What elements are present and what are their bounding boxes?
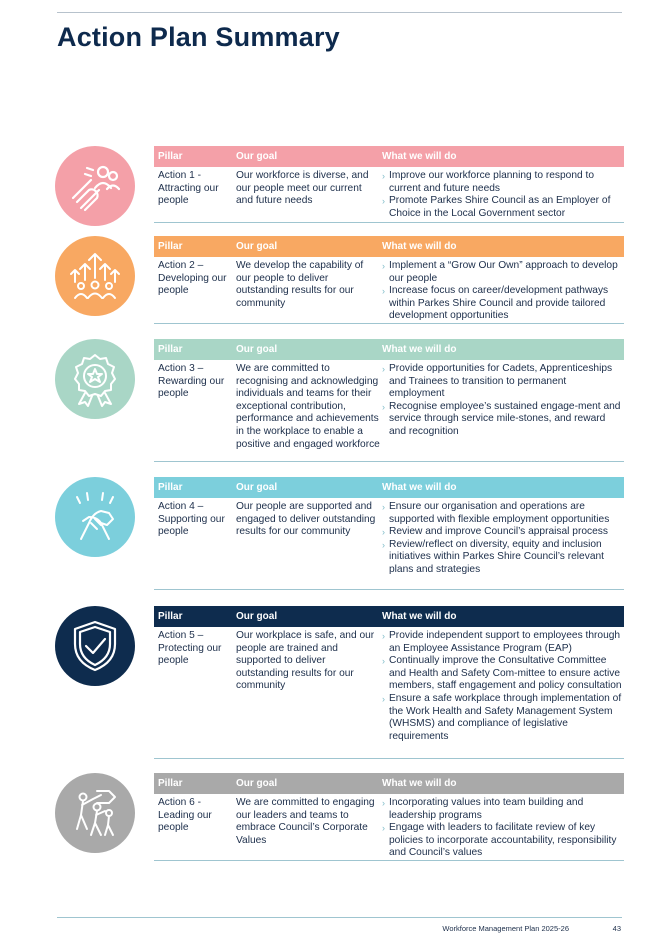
todo-list [382, 260, 624, 323]
list-item: › Promote Parkes Shire Council as an Employer of Choice in the Local Government sector [382, 195, 624, 220]
goal-header: Our goal [236, 482, 278, 493]
shield-check-icon [55, 606, 135, 686]
goal-cell: We are committed to recognising and acknowledging individuals and teams for their exceptional contribution, performance and achievements in the workplace to enable a positive and engaged workforce [236, 363, 380, 450]
list-item: › Improve our workforce planning to respond to current and future needs [382, 170, 624, 195]
top-rule [57, 12, 622, 13]
award-badge-icon [55, 339, 135, 419]
magnet-people-icon [55, 146, 135, 226]
todo-header: What we will do [382, 151, 457, 162]
table-header [154, 606, 624, 627]
goal-cell: Our workforce is diverse, and our people meet our current and future needs [236, 170, 369, 207]
table-row [154, 360, 624, 462]
action-table [154, 339, 624, 462]
pillar-cell: Action 5 – Protecting our people [158, 630, 222, 667]
goal-header: Our goal [236, 344, 278, 355]
todo-header: What we will do [382, 482, 457, 493]
leader-team-icon [55, 773, 135, 853]
todo-list [382, 170, 624, 220]
action-table [154, 773, 624, 861]
pillar-header: Pillar [158, 344, 183, 355]
table-row [154, 794, 624, 861]
list-item: › Continually improve the Consultative Committee and Health and Safety Com-mittee to ensure active members, staff engagement and policy consultation [382, 655, 624, 693]
todo-list [382, 630, 624, 743]
pillar-header: Pillar [158, 482, 183, 493]
pillar-header: Pillar [158, 151, 183, 162]
todo-header: What we will do [382, 241, 457, 252]
table-header [154, 236, 624, 257]
list-item: › Implement a “Grow Our Own” approach to develop our people [382, 260, 624, 285]
handshake-icon [55, 477, 135, 557]
table-row [154, 167, 624, 223]
list-item: › Engage with leaders to facilitate review of key policies to incorporate accountability, responsibility and Council’s values [382, 822, 624, 860]
goal-cell: We develop the capability of our people to deliver outstanding results for our community [236, 260, 364, 309]
list-item: › Review/reflect on diversity, equity and inclusion initiatives within Parkes Shire Council’s relevant plans and strategies [382, 539, 624, 577]
todo-list [382, 501, 624, 577]
page-title: Action Plan Summary [57, 22, 340, 52]
todo-list [382, 363, 624, 439]
pillar-cell: Action 1 - Attracting our people [158, 170, 219, 207]
goal-cell: We are committed to engaging our leaders and teams to embrace Council’s Corporate Values [236, 797, 375, 846]
table-header [154, 477, 624, 498]
table-header [154, 146, 624, 167]
list-item: › Provide opportunities for Cadets, Apprenticeships and Trainees to transition to permanent employment [382, 363, 624, 401]
todo-header: What we will do [382, 611, 457, 622]
goal-header: Our goal [236, 151, 278, 162]
pillar-cell: Action 2 – Developing our people [158, 260, 227, 297]
table-row [154, 627, 624, 759]
action-table [154, 146, 624, 223]
goal-header: Our goal [236, 611, 278, 622]
list-item: › Increase focus on career/development pathways within Parkes Shire Council and provide tailored development opportunities [382, 285, 624, 323]
list-item: › Ensure our organisation and operations are supported with flexible employment opportunities [382, 501, 624, 526]
list-item: › Ensure a safe workplace through implementation of the Work Health and Safety Management System (WHSMS) and compliance of legislative requirements [382, 693, 624, 743]
list-item: › Recognise employee’s sustained engage-ment and service through service mile-stones, and reward and recognition [382, 401, 624, 439]
pillar-cell: Action 4 – Supporting our people [158, 501, 225, 538]
bottom-rule [57, 917, 622, 918]
goal-header: Our goal [236, 778, 278, 789]
table-header [154, 339, 624, 360]
pillar-header: Pillar [158, 611, 183, 622]
table-row [154, 257, 624, 324]
footer-title: Workforce Management Plan 2025-26 [442, 924, 569, 933]
table-row [154, 498, 624, 590]
action-table [154, 606, 624, 759]
table-header [154, 773, 624, 794]
action-table [154, 236, 624, 324]
list-item: › Provide independent support to employees through an Employee Assistance Program (EAP) [382, 630, 624, 655]
todo-header: What we will do [382, 344, 457, 355]
goal-cell: Our workplace is safe, and our people are trained and supported to deliver outstanding results for our community [236, 630, 375, 692]
list-item: › Incorporating values into team building and leadership programs [382, 797, 624, 822]
pillar-cell: Action 6 - Leading our people [158, 797, 212, 834]
todo-header: What we will do [382, 778, 457, 789]
growth-people-icon [55, 236, 135, 316]
todo-list [382, 797, 624, 860]
goal-header: Our goal [236, 241, 278, 252]
action-table [154, 477, 624, 590]
page-number: 43 [612, 924, 621, 933]
list-item: › Review and improve Council’s appraisal process [382, 526, 624, 539]
pillar-cell: Action 3 – Rewarding our people [158, 363, 225, 400]
goal-cell: Our people are supported and engaged to deliver outstanding results for our community [236, 501, 376, 538]
pillar-header: Pillar [158, 241, 183, 252]
pillar-header: Pillar [158, 778, 183, 789]
